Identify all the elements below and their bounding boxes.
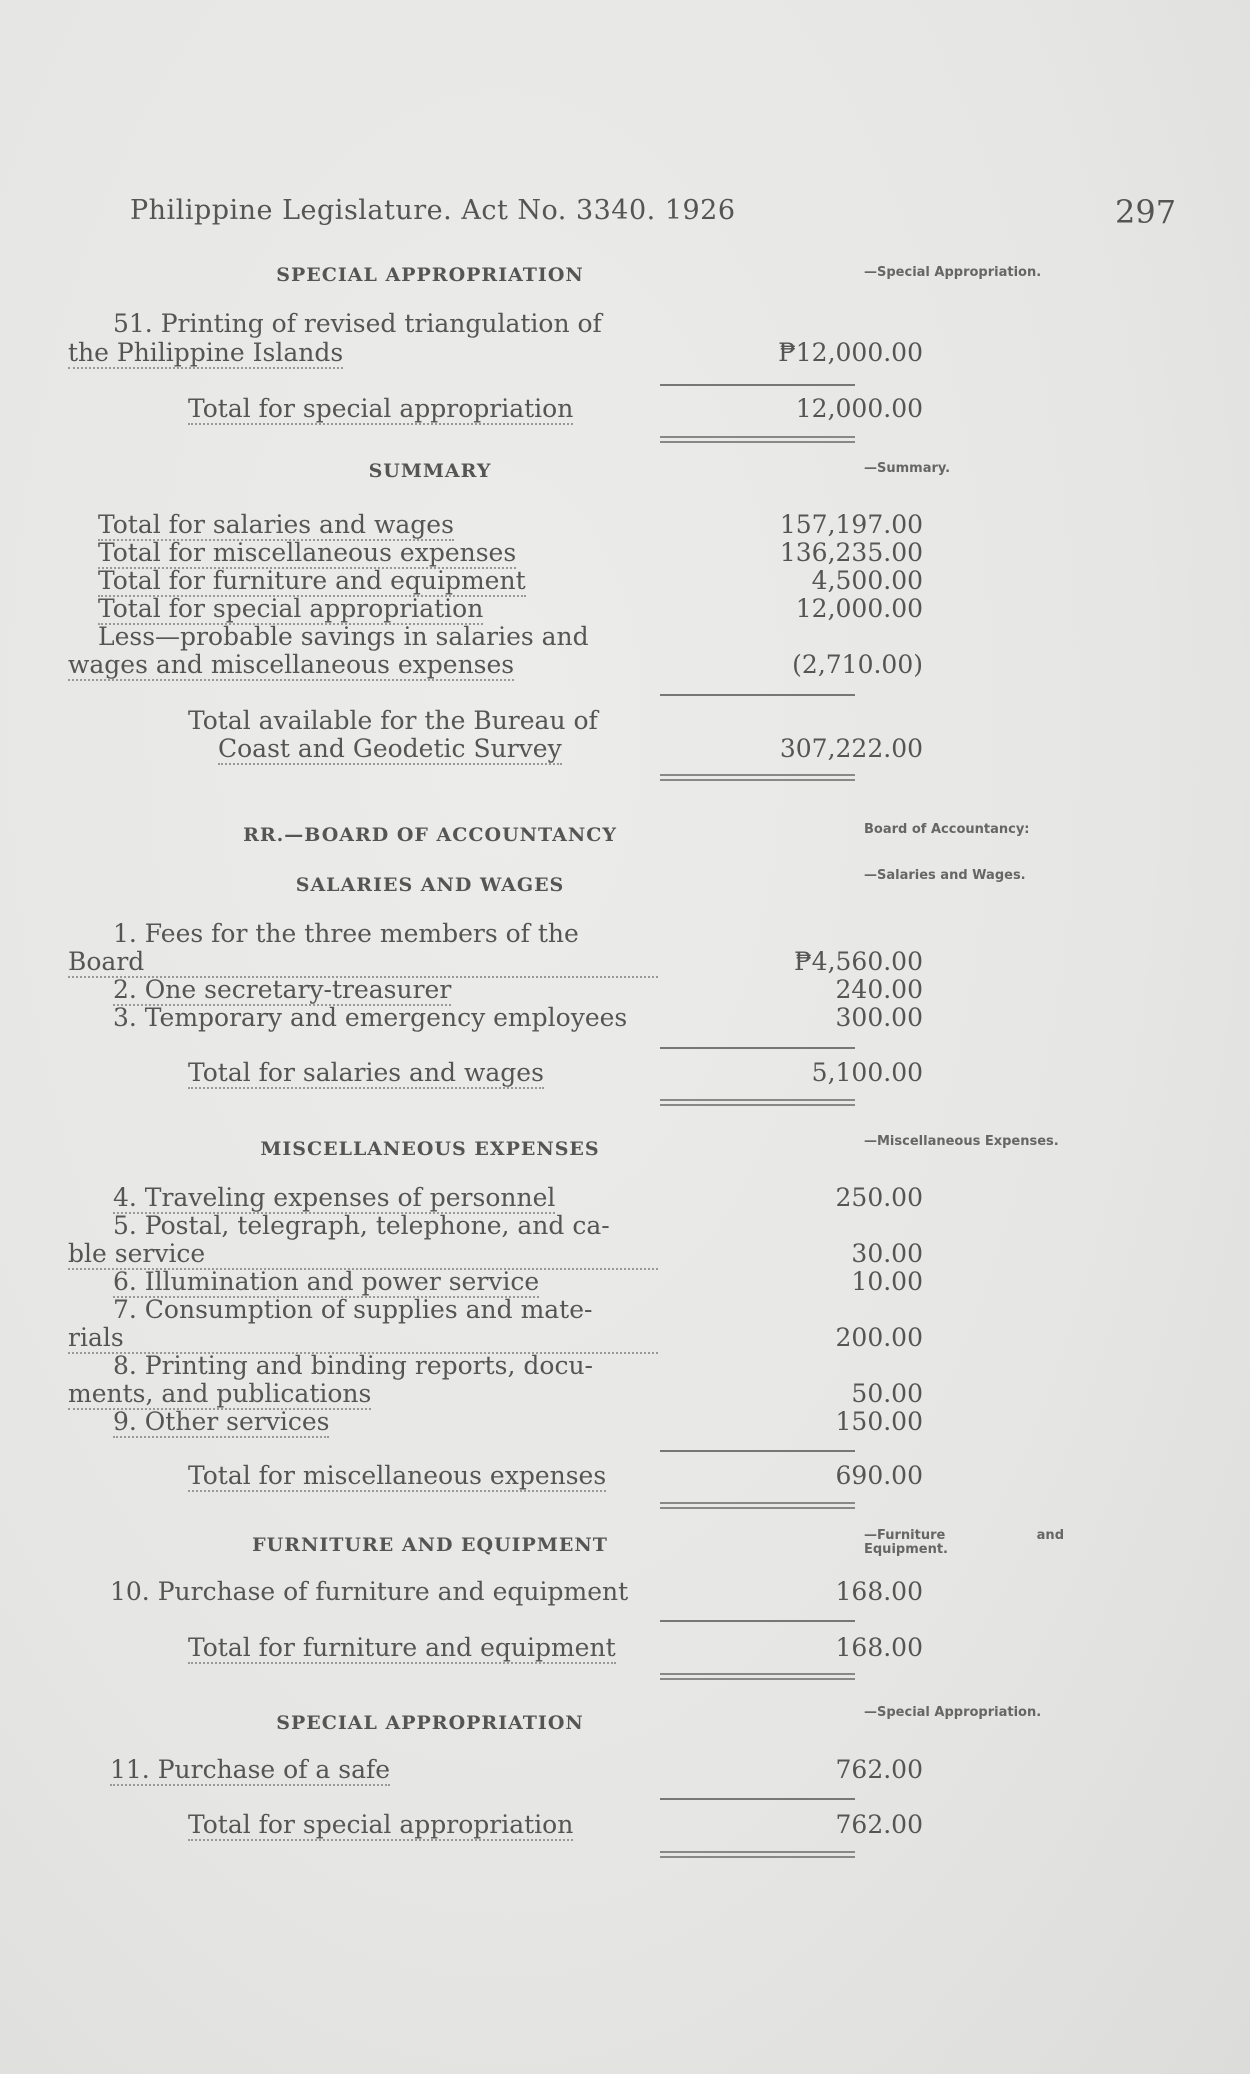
section-heading: SPECIAL APPROPRIATION — [276, 1712, 584, 1734]
section-heading: FURNITURE AND EQUIPMENT — [252, 1534, 608, 1556]
sum-rule — [660, 1450, 855, 1452]
margin-note: Board of Accountancy: — [864, 822, 1030, 837]
section-heading: SALARIES AND WAGES — [295, 874, 565, 896]
sum-rule — [660, 1798, 855, 1800]
margin-note: —Special Appropriation. — [864, 1705, 1042, 1720]
margin-note: —Special Appropriation. — [864, 265, 1042, 280]
double-rule — [660, 1673, 855, 1675]
section-heading: SUMMARY — [368, 460, 492, 482]
margin-note: —Furniture and Equipment. — [864, 1528, 1064, 1557]
double-rule — [660, 1851, 855, 1853]
margin-note: —Salaries and Wages. — [864, 868, 1026, 883]
sum-rule — [660, 1047, 855, 1049]
double-rule — [660, 1502, 855, 1504]
page-number: 297 — [1115, 193, 1177, 231]
running-title: Philippine Legislature. Act No. 3340. 1926 — [130, 195, 736, 226]
sum-rule — [660, 384, 855, 386]
double-rule — [660, 774, 855, 776]
double-rule — [660, 436, 855, 438]
double-rule — [660, 1099, 855, 1101]
sum-rule — [660, 1620, 855, 1622]
section-heading: MISCELLANEOUS EXPENSES — [260, 1138, 600, 1160]
margin-note: —Summary. — [864, 461, 951, 476]
section-heading: RR.—BOARD OF ACCOUNTANCY — [243, 824, 617, 846]
section-heading: SPECIAL APPROPRIATION — [276, 264, 584, 286]
sum-rule — [660, 694, 855, 696]
margin-note: —Miscellaneous Expenses. — [864, 1134, 1059, 1149]
document-page: Philippine Legislature. Act No. 3340. 1926 297 SPECIAL APPROPRIATION —Special Appropriation. 51. Printing of revised triangulation of the Philippine Islands ₱12,000.00 Total for special appropriation 12,000.00 SUMMARY —Summary. Total for salaries and wages 157,197.00 Total for miscellaneous expenses 136,235.00 Total for furniture and equipment 4,500.00 Total for special appropriation 12,000.00 Less—probable savings in salaries and wages and miscellaneous expenses (2,710.00) Total available for the Bureau of Coast and Geodetic Survey 307,222.00 RR.—BOARD OF ACCOUNTANCY Board of Accountancy: SALARIES AND WAGES —Salaries and Wages. 1. Fees for the three members of the Board ₱4,560.00 2. One secretary-treasurer 240.00 3. Temporary and emergency employees 300.00 Total for salaries and wages 5,100.00 MISCELLANEOUS EXPENSES —Miscellaneous Expenses. 4. Traveling expenses of personnel 250.00 5. Postal, telegraph, telephone, and ca- ble service 30.00 6. Illumination and power service 10.00 7. Consumption of supplies and mate- rials 200.00 8. Printing and binding reports, docu- ments, and publications 50.00 9. Other services 150.00 Total for miscellaneous expenses 690.00 FURNITURE AND EQUIPMENT —Furniture and Equipment. 10. Purchase of furniture and equipment 168.00 Total for furniture and equipment 168.00 SPECIAL APPROPRIATION —Special Appropriation. 11. Purchase of a safe 762.00 Total for special appropriation 762.00 — [0, 0, 1250, 2074]
